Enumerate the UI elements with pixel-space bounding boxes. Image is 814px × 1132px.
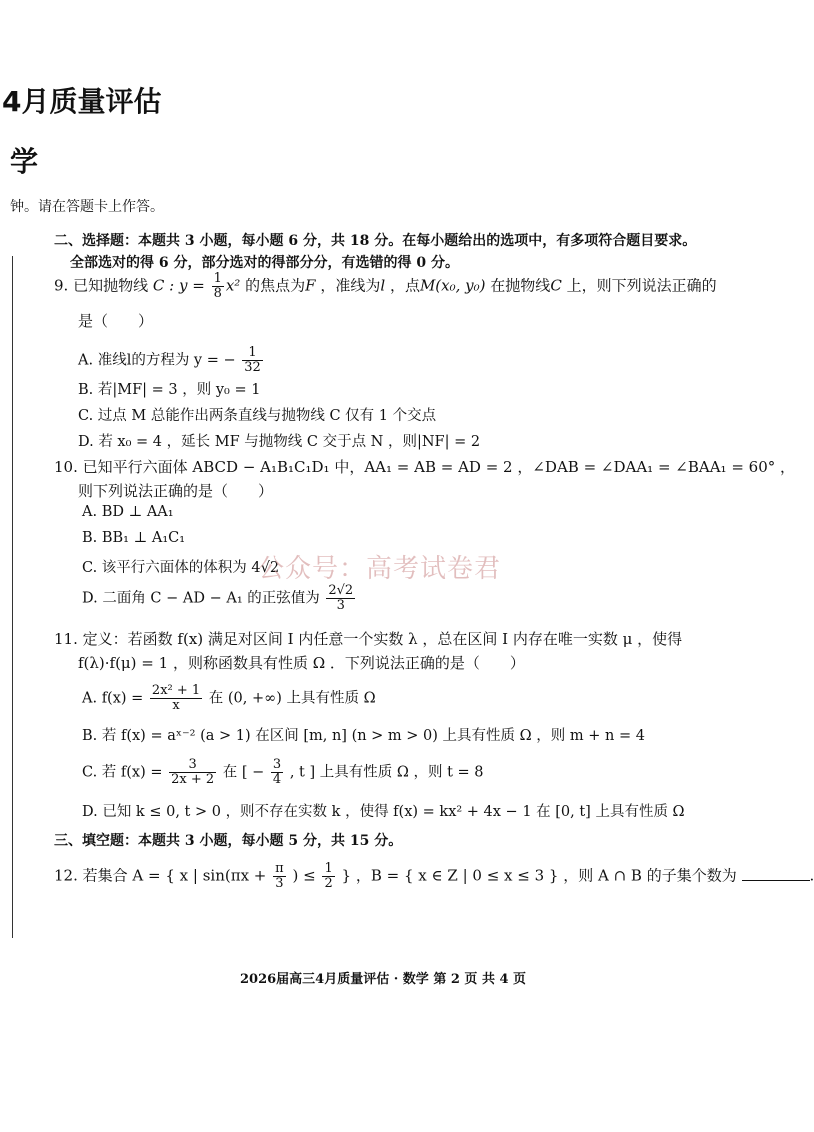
question-10-option-d [82,584,357,613]
q9-text-b: 的焦点为 [245,276,306,295]
q10-text: 已知平行六面体 ABCD − A₁B₁C₁D₁ 中，AA₁ = AB = AD = 2 ，∠DAB = ∠DAA₁ = ∠BAA₁ = 60° ， [82,458,796,476]
exam-title: 4月质量评估 [2,85,162,118]
question-10-option-b: B. BB₁ ⊥ A₁C₁ [82,530,186,546]
page-footer: 2026届高三4月质量评估 · 数学 第 2 页 共 4 页 [240,972,527,987]
question-10-line2: 则下列说法正确的是（ ） [78,482,274,500]
q11-option-a-post: 在 (0, +∞) 上具有性质 Ω [208,690,376,707]
q9-point: M(x₀, y₀) [419,276,486,295]
question-10 [54,456,795,477]
question-9-option-a [78,346,265,375]
q12-pre: 若集合 A = { x | sin(πx + [82,866,267,885]
q9-focus: F [305,276,316,295]
q9-option-a-fraction: $\frac{1}{32}$ [244,345,261,375]
q9-text-c: ，准线为 [320,276,381,295]
question-9-line2: 是（ ） [78,312,154,330]
section-2-heading-line2: 全部选对的得 6 分，部分选对的得部分分，有选错的得 0 分。 [70,255,459,271]
question-11-option-a [82,684,376,713]
q10-option-d-fraction: $\frac{2√2}{3}$ [328,583,354,613]
watermark: 公众号：高考试卷君 [258,554,502,584]
question-9 [54,272,717,301]
question-9-option-b: B. 若|MF| = 3 ，则 y₀ = 1 [78,382,261,398]
question-9-option-d: D. 若 x₀ = 4 ，延长 MF 与抛物线 C 交于点 N ，则|NF| = 2 [78,434,481,450]
q10-option-d-text: D. 二面角 C − AD − A₁ 的正弦值为 [82,590,320,607]
q11-option-c-interval-fraction: $\frac{3}{4}$ [272,757,282,787]
q9-curve: C : y = [152,276,205,295]
exam-instruction: 钟。请在答题卡上作答。 [10,199,164,215]
section-3-heading: 三、填空题：本题共 3 小题，每小题 5 分，共 15 分。 [54,833,403,849]
q9-text-d: ，点 [389,276,420,295]
q9-curve-ref: C [550,276,562,295]
question-11-option-b: B. 若 f(x) = aˣ⁻² (a > 1) 在区间 [m, n] (n > m > 0) 上具有性质 Ω ，则 m + n = 4 [82,728,645,744]
q9-text-e: 在抛物线 [490,276,551,295]
question-9-option-c: C. 过点 M 总能作出两条直线与抛物线 C 仅有 1 个交点 [78,408,437,424]
q11-text: 定义：若函数 f(x) 满足对区间 I 内任意一个实数 λ ，总在区间 I 内存在唯一实数 μ ，使得 [82,630,683,648]
q11-option-c-pre: C. 若 f(x) = [82,764,163,781]
q11-option-c-fraction: $\frac{3}{2x + 2}$ [171,757,215,787]
q12-end: . [809,866,814,885]
question-10-option-a: A. BD ⊥ AA₁ [82,504,174,520]
question-11-line2: f(λ)·f(μ) = 1 ，则称函数具有性质 Ω ．下列说法正确的是（ ） [78,654,525,672]
margin-rule [12,256,13,938]
q12-post: } ，B = { x ∈ Z | 0 ≤ x ≤ 3 } ，则 A ∩ B 的子集个数为 [341,866,737,885]
question-11-option-c [82,758,484,787]
question-12 [54,862,814,891]
section-2-heading: 二、选择题：本题共 3 小题，每小题 6 分，共 18 分。在每小题给出的选项中，有多项符合题目要求。 [54,233,697,249]
question-11-option-d: D. 已知 k ≤ 0, t > 0 ，则不存在实数 k ，使得 f(x) = kx² + 4x − 1 在 [0, t] 上具有性质 Ω [82,804,685,820]
q12-pi-fraction: $\frac{\pi}{3}$ [275,861,284,891]
q11-number: 11. [54,630,78,648]
question-10-option-c: C. 该平行六面体的体积为 4√2 [82,560,280,576]
q10-number: 10. [54,458,78,476]
q12-half-fraction: $\frac{1}{2}$ [324,861,333,891]
q11-option-a-fraction: $\frac{\text{2x² + 1}}{x}$ [151,683,201,713]
q11-option-a-pre: A. f(x) = [82,690,144,707]
q9-x-squared: x² [225,276,241,295]
subject-title: 学 [10,145,39,178]
q9-option-a-text: A. 准线l的方程为 y = − [78,352,236,369]
q11-option-c-mid: 在 [ − [222,764,265,781]
q9-coefficient-fraction: $\frac{1}{8}$ [213,271,222,301]
q12-mid: ) ≤ [292,866,316,885]
q9-directrix: l [380,276,386,295]
q9-text-f: 上，则下列说法正确的 [566,276,717,295]
q11-option-c-post: , t ] 上具有性质 Ω ，则 t = 8 [289,764,484,781]
q9-number: 9. [54,276,69,295]
q12-number: 12. [54,866,78,885]
q9-text-a: 已知抛物线 [73,276,149,295]
q12-answer-blank[interactable] [742,868,810,881]
question-11 [54,628,682,649]
